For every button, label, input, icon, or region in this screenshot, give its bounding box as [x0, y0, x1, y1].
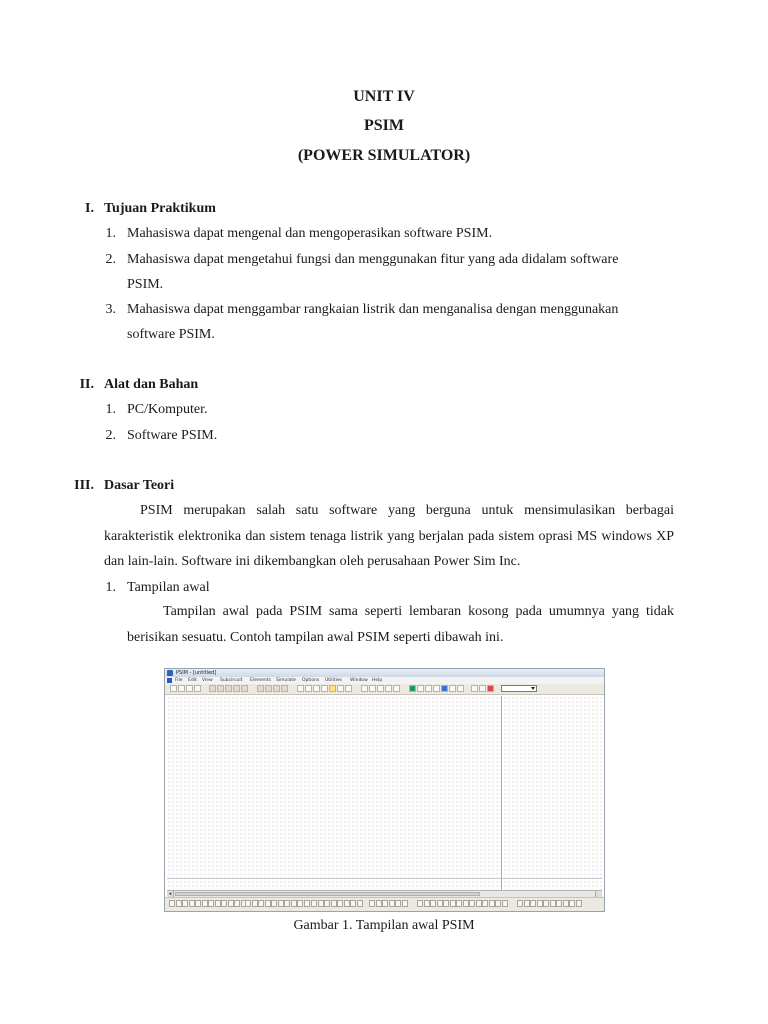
graph-icon[interactable]: [441, 685, 448, 692]
document-icon: [167, 678, 172, 683]
run-simulation-icon[interactable]: [409, 685, 416, 692]
element-button[interactable]: [265, 900, 271, 907]
list-number: 1.: [105, 402, 116, 417]
menu-bar: [165, 677, 604, 684]
redo-icon[interactable]: [241, 685, 248, 692]
element-button[interactable]: [208, 900, 214, 907]
page-boundary-vertical: [501, 696, 502, 890]
section-title: Tujuan Praktikum: [104, 201, 216, 216]
flip-icon[interactable]: [265, 685, 272, 692]
list-item: Mahasiswa dapat mengenal dan mengoperasikan software PSIM.: [127, 226, 493, 241]
element-button[interactable]: [369, 900, 375, 907]
section-number: III.: [74, 478, 94, 493]
element-button[interactable]: [482, 900, 488, 907]
element-button[interactable]: [297, 900, 303, 907]
zoom-icon[interactable]: [345, 685, 352, 692]
element-button[interactable]: [524, 900, 530, 907]
element-button[interactable]: [357, 900, 363, 907]
undo-icon[interactable]: [233, 685, 240, 692]
unit-title: UNIT IV: [353, 88, 415, 105]
element-button[interactable]: [563, 900, 569, 907]
element-button[interactable]: [556, 900, 562, 907]
list-number: 1.: [105, 580, 116, 595]
cut-icon[interactable]: [209, 685, 216, 692]
page-boundary-horizontal: [167, 878, 602, 879]
copy-icon[interactable]: [217, 685, 224, 692]
element-button[interactable]: [417, 900, 423, 907]
element-button[interactable]: [234, 900, 240, 907]
element-button[interactable]: [169, 900, 175, 907]
probe-icon[interactable]: [449, 685, 456, 692]
stop-icon[interactable]: [425, 685, 432, 692]
document-view-icon[interactable]: [393, 685, 400, 692]
find-icon[interactable]: [457, 685, 464, 692]
element-button[interactable]: [331, 900, 337, 907]
list-item: PC/Komputer.: [127, 402, 208, 417]
element-button[interactable]: [389, 900, 395, 907]
element-button[interactable]: [215, 900, 221, 907]
element-button[interactable]: [550, 900, 556, 907]
mirror-icon[interactable]: [273, 685, 280, 692]
element-button[interactable]: [402, 900, 408, 907]
element-button[interactable]: [252, 900, 258, 907]
parameter-icon[interactable]: [479, 685, 486, 692]
body-paragraph: PSIM merupakan salah satu software yang berguna untuk mensimulasikan berbagai karakteristik elektronika dan sistem tenaga listrik yang berjalan pada sistem oprasi MS windows XP dan lain-lain. Software ini dikembangkan oleh perusahaan Power Sim Inc.: [104, 503, 674, 569]
element-button[interactable]: [537, 900, 543, 907]
list-number: 3.: [105, 302, 116, 317]
element-button[interactable]: [350, 900, 356, 907]
element-button[interactable]: [189, 900, 195, 907]
element-button[interactable]: [271, 900, 277, 907]
element-button[interactable]: [258, 900, 264, 907]
element-button[interactable]: [195, 900, 201, 907]
element-button[interactable]: [469, 900, 475, 907]
menu-edit[interactable]: Edit: [188, 678, 197, 683]
doc-title: PSIM: [364, 117, 404, 134]
menu-subcircuit[interactable]: Subcircuit: [220, 678, 243, 683]
menu-utilities[interactable]: Utilities: [325, 678, 342, 683]
section-number: II.: [79, 377, 94, 392]
schematic-canvas[interactable]: [167, 696, 602, 890]
window-titlebar: [165, 669, 604, 677]
print-icon[interactable]: [194, 685, 201, 692]
open-file-icon[interactable]: [178, 685, 185, 692]
scroll-thumb[interactable]: [175, 892, 480, 896]
element-button[interactable]: [489, 900, 495, 907]
element-button[interactable]: [304, 900, 310, 907]
list-number: 2.: [105, 428, 116, 443]
window-title: PSIM - [untitled]: [176, 670, 217, 676]
zoom-fit-icon[interactable]: [377, 685, 384, 692]
figure-caption: Gambar 1. Tampilan awal PSIM: [293, 918, 475, 933]
pause-icon[interactable]: [417, 685, 424, 692]
element-button[interactable]: [443, 900, 449, 907]
element-button[interactable]: [337, 900, 343, 907]
horizontal-scrollbar[interactable]: [167, 890, 602, 897]
paste-icon[interactable]: [225, 685, 232, 692]
element-button[interactable]: [324, 900, 330, 907]
element-button[interactable]: [450, 900, 456, 907]
element-button[interactable]: [182, 900, 188, 907]
wire-icon[interactable]: [297, 685, 304, 692]
rotate-icon[interactable]: [257, 685, 264, 692]
simview-icon[interactable]: [433, 685, 440, 692]
element-button[interactable]: [284, 900, 290, 907]
zoom-box-icon[interactable]: [385, 685, 392, 692]
element-button[interactable]: [517, 900, 523, 907]
menu-view[interactable]: View: [202, 678, 213, 683]
menu-options[interactable]: Options: [302, 678, 320, 683]
element-button[interactable]: [344, 900, 350, 907]
element-button[interactable]: [376, 900, 382, 907]
element-toolbar: [165, 897, 604, 912]
new-file-icon[interactable]: [170, 685, 177, 692]
element-button[interactable]: [318, 900, 324, 907]
section-title: Alat dan Bahan: [104, 377, 199, 392]
doc-subtitle: (POWER SIMULATOR): [297, 147, 471, 164]
scroll-left-button[interactable]: ◂: [167, 891, 174, 897]
element-button[interactable]: [245, 900, 251, 907]
element-button[interactable]: [476, 900, 482, 907]
element-button[interactable]: [569, 900, 575, 907]
library-icon[interactable]: [487, 685, 494, 692]
menu-elements[interactable]: Elements: [250, 678, 271, 683]
element-button[interactable]: [291, 900, 297, 907]
label-icon[interactable]: [305, 685, 312, 692]
element-button[interactable]: [202, 900, 208, 907]
zoom-out-icon[interactable]: [369, 685, 376, 692]
sub-item-paragraph: Tampilan awal pada PSIM sama seperti lembaran kosong pada umumnya yang tidak berisikan sesuatu. Contoh tampilan awal PSIM seperti dibawah ini.: [127, 604, 674, 645]
menu-window[interactable]: Window: [350, 678, 368, 683]
delete-icon[interactable]: [281, 685, 288, 692]
arrow-icon[interactable]: [321, 685, 328, 692]
element-button[interactable]: [430, 900, 436, 907]
element-button[interactable]: [228, 900, 234, 907]
element-button[interactable]: [576, 900, 582, 907]
section-title: Dasar Teori: [104, 478, 175, 493]
save-file-icon[interactable]: [186, 685, 193, 692]
element-button[interactable]: [176, 900, 182, 907]
element-button[interactable]: [543, 900, 549, 907]
list-item: Mahasiswa dapat mengetahui fungsi dan menggunakan fitur yang ada didalam software PSIM.: [127, 252, 619, 292]
sub-item-title: Tampilan awal: [127, 580, 210, 595]
text-icon[interactable]: [313, 685, 320, 692]
element-button[interactable]: [456, 900, 462, 907]
zoom-in-icon[interactable]: [361, 685, 368, 692]
list-item: Software PSIM.: [127, 428, 218, 443]
pan-icon[interactable]: [337, 685, 344, 692]
menu-simulate[interactable]: Simulate: [276, 678, 296, 683]
menu-help[interactable]: Help: [372, 678, 383, 683]
element-button[interactable]: [463, 900, 469, 907]
element-button[interactable]: [395, 900, 401, 907]
section-number: I.: [85, 201, 94, 216]
element-button[interactable]: [382, 900, 388, 907]
chevron-down-icon: [531, 687, 535, 690]
psim-app-icon: [167, 670, 173, 676]
element-button[interactable]: [278, 900, 284, 907]
list-item: Mahasiswa dapat menggambar rangkaian listrik dan menganalisa dengan menggunakan software PSIM.: [127, 302, 619, 342]
menu-file[interactable]: File: [175, 678, 183, 683]
zoom-level-select[interactable]: [501, 685, 537, 692]
element-button[interactable]: [530, 900, 536, 907]
highlight-icon[interactable]: [329, 685, 336, 692]
element-button[interactable]: [495, 900, 501, 907]
element-button[interactable]: [437, 900, 443, 907]
element-button[interactable]: [424, 900, 430, 907]
element-button[interactable]: [311, 900, 317, 907]
element-button[interactable]: [502, 900, 508, 907]
psim-screenshot: [164, 668, 605, 912]
toolbar: [165, 684, 604, 695]
element-list-icon[interactable]: [471, 685, 478, 692]
list-number: 2.: [105, 252, 116, 267]
element-button[interactable]: [221, 900, 227, 907]
list-number: 1.: [105, 226, 116, 241]
